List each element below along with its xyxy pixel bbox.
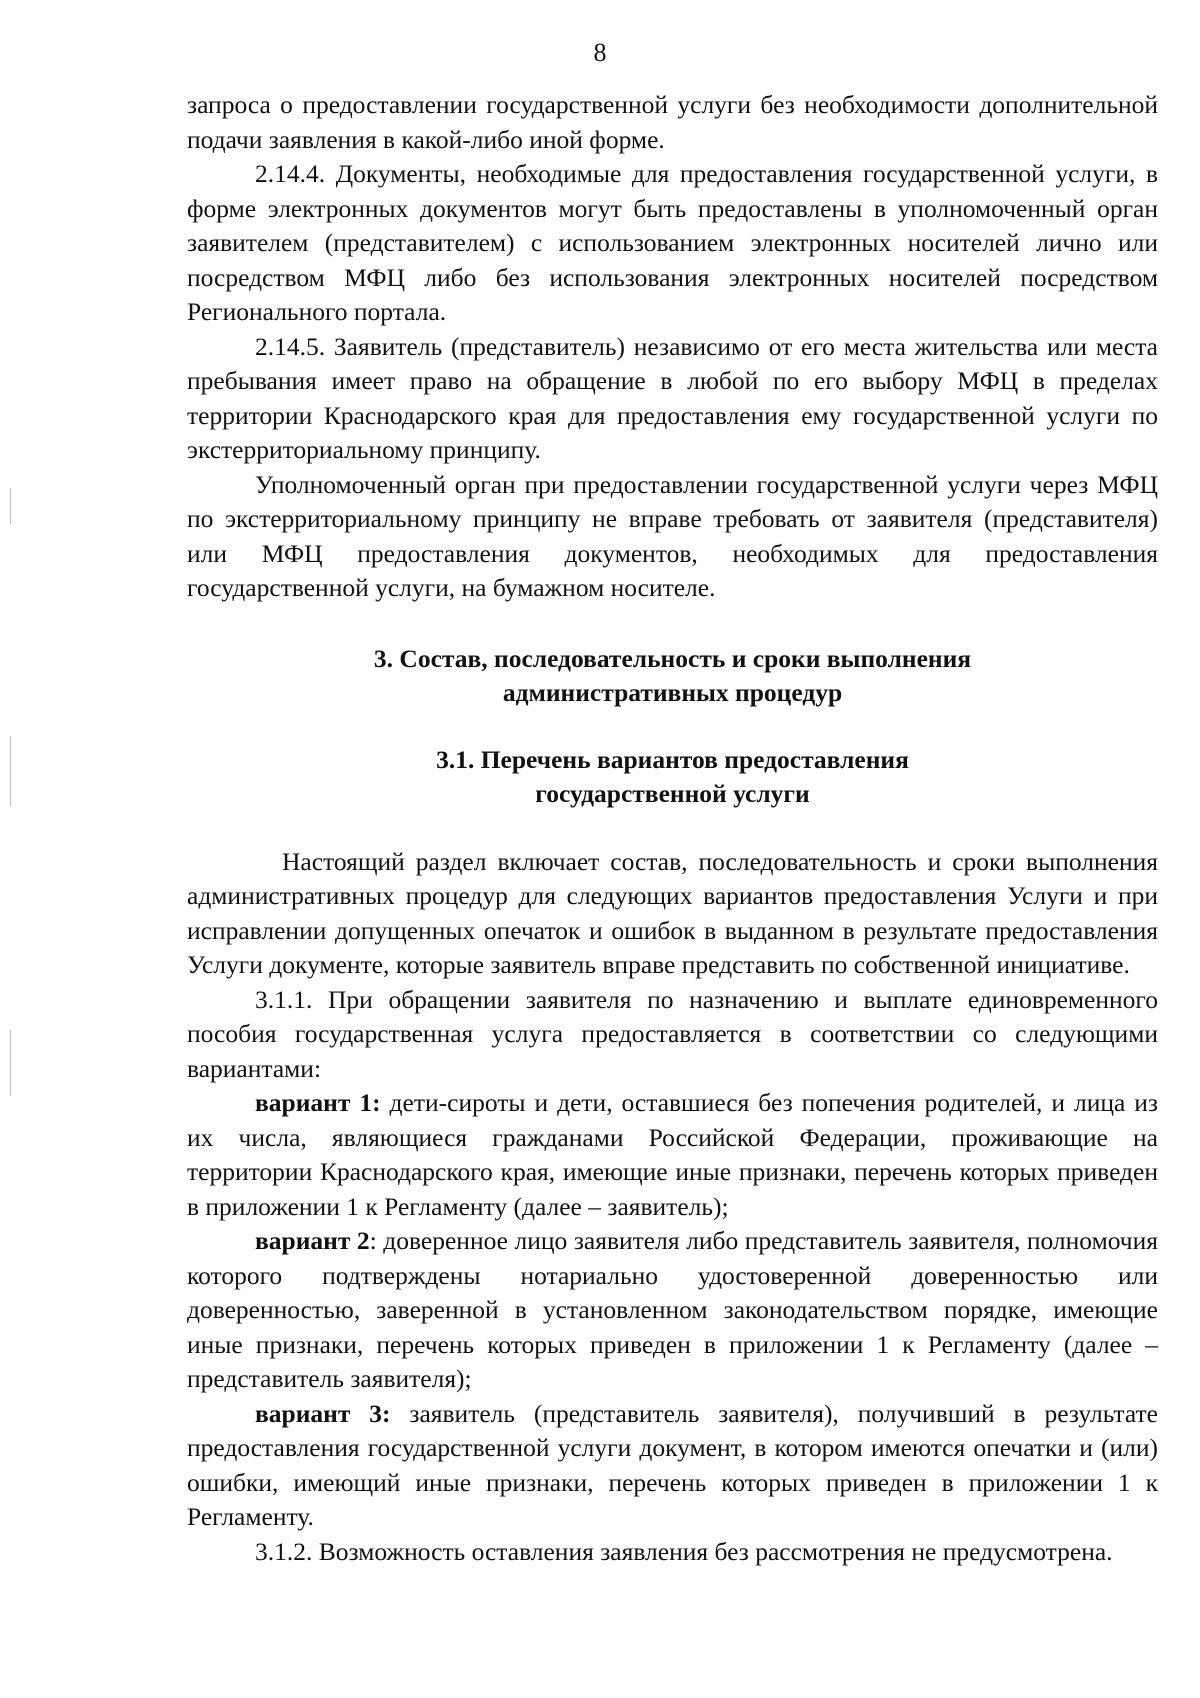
paragraph-continuation: запроса о предоставлении государственной услуги без необходимости дополнительной подачи заявления в какой-либо иной форме. <box>187 90 1158 154</box>
paragraph-variant-2 <box>187 1224 1158 1397</box>
paragraph-3-1-1: 3.1.1. При обращении заявителя по назначению и выплате единовременного пособия государственная услуга предоставляется в соответствии со следующими вариантами: <box>187 984 1158 1083</box>
document-body <box>187 88 1158 1569</box>
scan-edge-mark <box>10 488 11 524</box>
variant-2-text: : доверенное лицо заявителя либо представитель заявителя, полномочия которого подтверждены нотариально удостоверенной доверенностью или доверенностью, заверенной в установленном законодательством порядке, имеющие иные признаки, перечень которых приведен в приложении 1 к Регламенту (далее – представитель заявителя); <box>187 1226 1158 1393</box>
variant-2-label: вариант 2 <box>255 1226 370 1255</box>
subsection-heading-line2: государственной услуги <box>535 779 810 808</box>
paragraph-2-14-5: 2.14.5. Заявитель (представитель) независимо от его места жительства или места пребывания имеет право на обращение в любой по его выбору МФЦ в пределах территории Краснодарского края для предоставления ему государственной услуги по экстерриториальному принципу. <box>187 331 1158 464</box>
paragraph-3-1-2: 3.1.2. Возможность оставления заявления без рассмотрения не предусмотрена. <box>255 1536 1113 1566</box>
section-heading <box>187 642 1158 711</box>
subsection-heading <box>187 743 1158 812</box>
paragraph-authorized-body: Уполномоченный орган при предоставлении государственной услуги через МФЦ по экстерриториальному принципу не вправе требовать от заявителя (представителя) или МФЦ предоставления документов, необходимых для предоставления государственной услуги, на бумажном носителе. <box>187 469 1158 602</box>
scan-edge-mark <box>10 1030 11 1096</box>
paragraph-variant-1 <box>187 1086 1158 1224</box>
variant-1-label: вариант 1: <box>255 1088 381 1117</box>
section-heading-line2: административных процедур <box>502 678 843 707</box>
paragraph-2-14-4: 2.14.4. Документы, необходимые для предоставления государственной услуги, в форме электронных документов могут быть предоставлены в уполномоченный орган заявителем (представителем) с использованием электронных носителей лично или посредством МФЦ либо без использования электронных носителей посредством Регионального портала. <box>187 159 1158 326</box>
variant-3-text: заявитель (представитель заявителя), получивший в результате предоставления государственной услуги документ, в котором имеются опечатки и (или) ошибки, имеющий иные признаки, перечень которых приведен в приложении 1 к Регламенту. <box>187 1398 1158 1531</box>
scan-edge-mark <box>10 736 11 806</box>
variant-1-text: дети-сироты и дети, оставшиеся без попечения родителей, и лица из их числа, являющиеся гражданами Российской Федерации, проживающие на территории Краснодарского края, имеющие иные признаки, перечень которых приведен в приложении 1 к Регламенту (далее – заявитель); <box>187 1088 1158 1221</box>
paragraph-intro: Настоящий раздел включает состав, последовательность и сроки выполнения административных процедур для следующих вариантов предоставления Услуги и при исправлении допущенных опечаток и ошибок в выданном в результате предоставления Услуги документе, которые заявитель вправе представить по собственной инициативе. <box>187 846 1158 979</box>
paragraph-variant-3 <box>187 1397 1158 1535</box>
section-heading-line1: 3. Состав, последовательность и сроки выполнения <box>373 643 972 673</box>
variant-3-label: вариант 3: <box>255 1398 391 1428</box>
page-number: 8 <box>593 38 607 67</box>
subsection-heading-line1: 3.1. Перечень вариантов предоставления <box>436 744 909 774</box>
